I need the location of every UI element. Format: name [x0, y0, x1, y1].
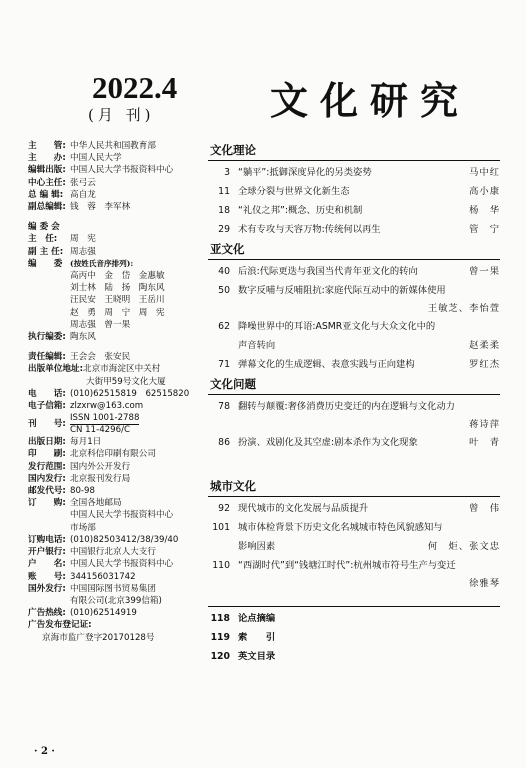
- toc-back-title: 索 引: [238, 632, 276, 643]
- committee-member-line: 高丙中 金 岱 金惠敏: [70, 271, 165, 282]
- toc-page-number: 110: [212, 560, 230, 571]
- toc-entry[interactable]: [208, 433, 500, 452]
- international-distribution: 国外发行: 中国国际图书贸易集团: [28, 583, 156, 594]
- postal-code: 邮发代号: 80-98: [28, 486, 95, 497]
- credit-value: 中国人民大学: [70, 153, 122, 164]
- toc-entry-author: 管 宁: [469, 224, 500, 235]
- toc-entry[interactable]: [208, 397, 500, 416]
- toc-entry-title: “礼仪之邦”:概念、历史和机制: [238, 205, 363, 216]
- credit-value: 中国人民大学书报资料中心: [70, 165, 174, 176]
- international-distribution-line2: 有限公司(北京399信箱): [70, 595, 162, 606]
- toc-entry[interactable]: [208, 220, 500, 239]
- publication-info: [28, 351, 206, 643]
- responsible-editor: 责任编辑: 王会会 张安民: [28, 352, 131, 363]
- ad-phone: 广告热线: (010)62514919: [28, 608, 137, 619]
- masthead: [0, 0, 526, 130]
- toc-entry-author: 蒋诗萍: [469, 419, 500, 430]
- order-line3: 市场部: [70, 522, 96, 533]
- toc-back-item[interactable]: [208, 647, 500, 666]
- toc-entry-title: 弹幕文化的生成逻辑、表意实践与正向建构: [238, 359, 415, 370]
- toc-entry-title: 术有专攻与天容万物:传统何以再生: [238, 224, 381, 235]
- toc-entry[interactable]: [208, 201, 500, 220]
- account-name: 户 名: 中国人民大学书报资料中心: [28, 559, 174, 570]
- toc-page-number: 101: [212, 522, 230, 533]
- toc-entry-author: 王敏芝、李怡萱: [427, 303, 500, 314]
- toc-entry-author: 曾 伟: [469, 503, 500, 514]
- committee-member-line: 赵 勇 周 宁 周 宪: [70, 307, 165, 318]
- email: 电子信箱: zlzxrw@163.com: [28, 401, 144, 412]
- toc-page-number: 78: [218, 401, 230, 412]
- publication-frequency: (月 刊): [88, 106, 155, 124]
- printer: 印 刷: 北京科信印刷有限公司: [28, 449, 156, 460]
- toc-entry[interactable]: [208, 355, 500, 374]
- credit-row: [28, 140, 206, 152]
- credits-top: [28, 140, 206, 213]
- toc-entry-author: 杨 华: [469, 205, 500, 216]
- toc-entry[interactable]: [208, 262, 500, 281]
- toc-page-number: 18: [218, 205, 230, 216]
- toc-page-number: 29: [218, 224, 230, 235]
- credit-row: [28, 177, 206, 189]
- committee-executive: 执行编委: 陶东风: [28, 332, 96, 343]
- toc-entry-author: 高小康: [469, 186, 500, 197]
- masthead-credits: [28, 140, 206, 644]
- toc-entry-author: 叶 青: [469, 437, 500, 448]
- publisher-address-line2: 大街甲59号文化大厦: [86, 376, 166, 387]
- committee-director: 主 任: 周 宪: [28, 234, 96, 245]
- toc-entry-author: 曾一果: [469, 266, 500, 277]
- committee-member-line: 汪民安 王晓明 王岳川: [70, 295, 165, 306]
- toc-back-title: 英文目录: [238, 651, 276, 662]
- toc-page-number: 119: [210, 632, 230, 643]
- credit-row: [28, 152, 206, 164]
- toc-section-heading: 亚文化: [208, 239, 500, 260]
- toc-entry[interactable]: [208, 518, 500, 537]
- toc-page-number: 40: [218, 266, 230, 277]
- toc-section-heading: 文化问题: [208, 374, 500, 395]
- toc-page-number: 120: [210, 651, 230, 662]
- toc-entry-title: 城市体检背景下历史文化名城城市特色风貌感知与: [238, 522, 443, 533]
- magazine-title: 文化研究: [270, 78, 471, 123]
- toc-back-item[interactable]: [208, 609, 500, 628]
- toc-entry[interactable]: [208, 499, 500, 518]
- toc-entry-title: 翻转与颠覆:奢侈消费历史变迁的内在逻辑与文化动力: [238, 401, 455, 412]
- issn: 刊 号: ISSN 1001-2788 CN 11-4296/C: [28, 412, 140, 435]
- toc-entry-continued: [208, 336, 500, 355]
- toc-section-heading: 城市文化: [208, 476, 500, 497]
- credit-label: 副总编辑:: [28, 202, 66, 213]
- committee-deputy: 副 主 任: 周志强: [28, 246, 96, 257]
- committee-members: [28, 270, 206, 331]
- ad-registration-value: 京海市监广登字20170128号: [42, 632, 155, 643]
- toc-page-number: 86: [218, 437, 230, 448]
- distribution-range: 发行范围: 国内外公开发行: [28, 461, 131, 472]
- toc-page-number: 118: [210, 613, 230, 624]
- toc-entry-author: 徐雅琴: [469, 578, 500, 589]
- toc-page-number: 11: [218, 186, 230, 197]
- credit-row: [28, 164, 206, 176]
- committee-heading: 编 委 会: [28, 222, 60, 233]
- credit-label: 中心主任:: [28, 177, 66, 188]
- cn-number: CN 11-4296/C: [70, 424, 130, 435]
- toc-entry[interactable]: [208, 281, 500, 300]
- toc-entry-title: 后浪:代际更迭与我国当代青年亚文化的转向: [238, 266, 418, 277]
- toc-page-number: 62: [218, 321, 230, 332]
- domestic-distribution: 国内发行: 北京报刊发行局: [28, 473, 131, 484]
- toc-entry[interactable]: [208, 182, 500, 201]
- toc-entry-title: 现代城市的文化发展与品质提升: [238, 503, 369, 514]
- credit-label: 主 办:: [28, 153, 66, 164]
- pub-date: 出版日期: 每月1日: [28, 437, 102, 448]
- credit-row: [28, 189, 206, 201]
- toc-entry-author: 何 炬、张文忠: [427, 541, 500, 552]
- toc-page-number: 3: [224, 167, 230, 178]
- committee-member-line: 周志强 曾一果: [70, 319, 131, 330]
- toc-section-heading: 文化理论: [208, 140, 500, 161]
- credit-value: 中华人民共和国教育部: [70, 141, 156, 151]
- toc-page-number: 50: [218, 285, 230, 296]
- toc-divider: [208, 606, 500, 607]
- toc-page-number: 92: [218, 503, 230, 514]
- section-spacer: [208, 452, 500, 476]
- ad-registration-label: 广告发布登记证:: [28, 620, 92, 631]
- toc-entry[interactable]: [208, 556, 500, 575]
- toc-entry-continued: [208, 537, 500, 556]
- credit-label: 总 编 辑:: [28, 189, 64, 200]
- credit-row: [28, 201, 206, 213]
- toc-entry-title: “西湖时代”到“钱塘江时代”:杭州城市符号生产与变迁: [238, 560, 456, 571]
- phone: 电 话: (010)62515819 62515820: [28, 388, 190, 399]
- account-number: 账 号: 344156031742: [28, 571, 136, 582]
- toc-entry-title-cont: 影响因素: [238, 541, 276, 552]
- toc-entry-title: 降噪世界中的耳语:ASMR亚文化与大众文化中的: [238, 321, 436, 332]
- credit-value: 钱 蓉 李军林: [70, 202, 131, 213]
- toc-entry-author: 马中红: [469, 167, 500, 178]
- toc-entry-title-cont: 声音转向: [238, 340, 276, 351]
- toc-entry-title: 数字反哺与反哺阻抗:家庭代际互动中的新媒体使用: [238, 285, 446, 296]
- issue-number: 2022.4: [92, 70, 178, 105]
- toc-entry-author: 赵柔柔: [469, 340, 500, 351]
- credit-label: 编辑出版:: [28, 165, 66, 176]
- toc-entry-title: 扮演、戏剧化及其空虚:剧本杀作为文化现象: [238, 437, 418, 448]
- toc-back-title: 论点摘编: [238, 613, 276, 624]
- credit-value: 高自龙: [70, 189, 96, 200]
- issn-number: ISSN 1001-2788: [70, 412, 140, 423]
- toc-entry-author: 罗红杰: [469, 359, 500, 370]
- credit-value: 张弓云: [70, 177, 96, 188]
- page-number: · 2 ·: [34, 746, 55, 757]
- toc-back-item[interactable]: [208, 628, 500, 647]
- bank: 开户银行: 中国银行北京人大支行: [28, 547, 156, 558]
- credit-label: 主 管:: [28, 141, 66, 151]
- toc-entry[interactable]: [208, 317, 500, 336]
- committee-members-label: 编 委 (按姓氏音序排列):: [28, 258, 134, 269]
- order: 订 购: 全国各地邮局: [28, 498, 122, 509]
- toc-entry-title: 全球分裂与世界文化新生态: [238, 186, 350, 197]
- toc-page-number: 71: [218, 359, 230, 370]
- table-of-contents: [208, 140, 500, 666]
- toc-entry-title: “躺平”:抵御深度异化的另类姿势: [238, 167, 372, 178]
- toc-entry[interactable]: [208, 163, 500, 182]
- order-phone: 订购电话: (010)82503412/38/39/40: [28, 534, 179, 545]
- publisher-address: 出版单位地址: 北京市海淀区中关村: [28, 364, 161, 375]
- committee-member-line: 刘士林 陆 扬 陶东风: [70, 283, 165, 294]
- order-line2: 中国人民大学书报资料中心: [70, 510, 174, 521]
